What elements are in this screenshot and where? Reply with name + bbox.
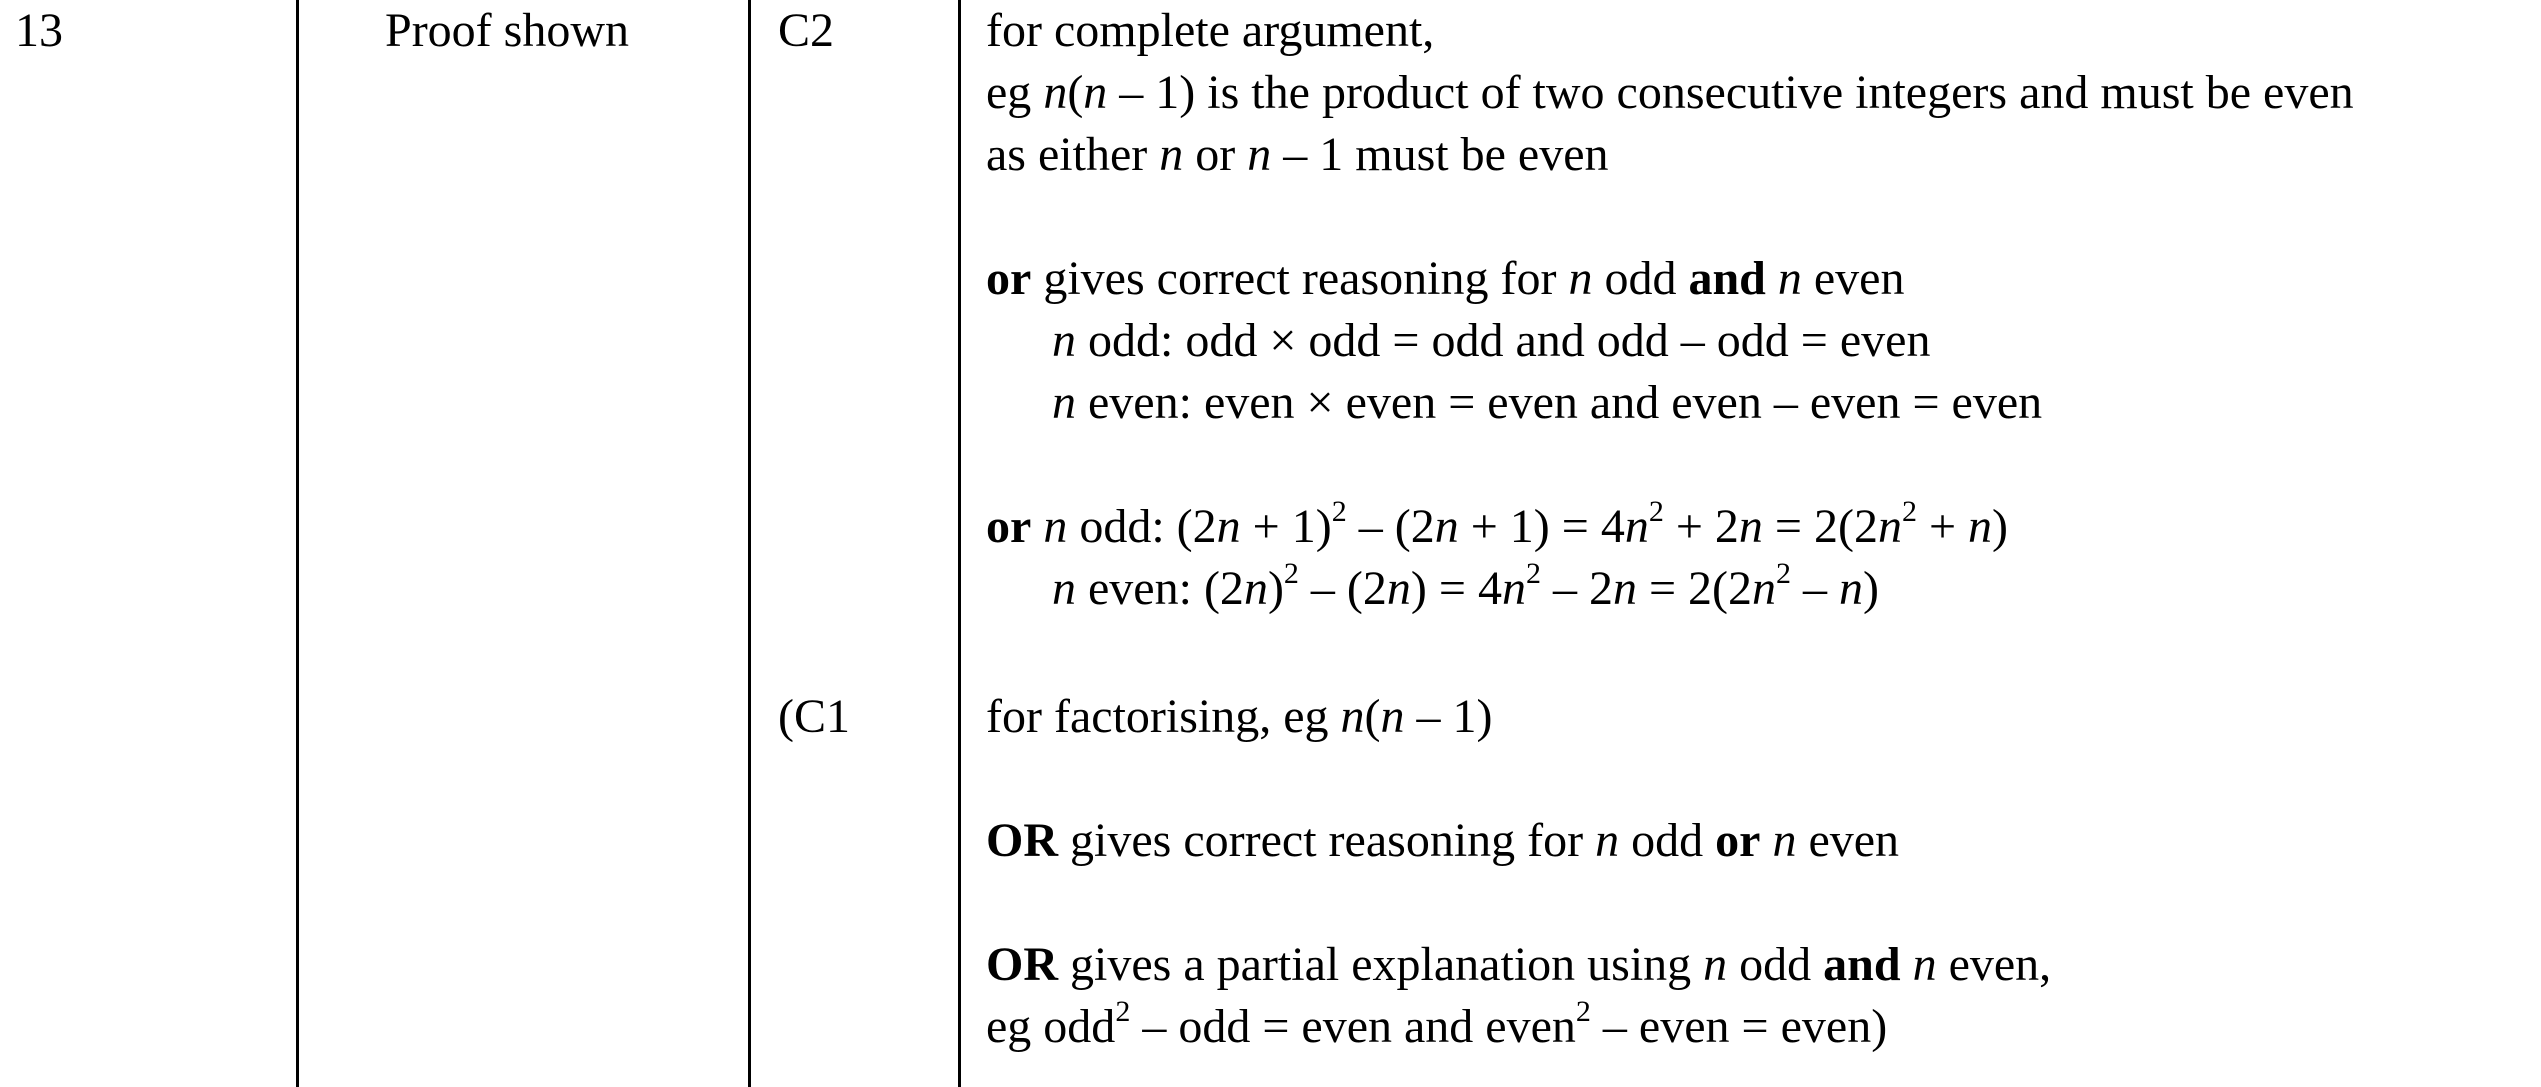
note-line: eg n(n – 1) is the product of two consecutive integers and must be even <box>986 66 2354 119</box>
note-line: for complete argument, <box>986 4 1435 57</box>
mark-c1: (C1 <box>778 690 850 743</box>
column-divider <box>958 0 961 1087</box>
question-number: 13 <box>15 4 63 57</box>
note-line: OR gives a partial explanation using n odd and n even, <box>986 938 2052 991</box>
note-line: n even: $(2n)^2 - (2n) = 4n^2 - 2n = 2(2n^2 - n)$ <box>1052 557 1880 615</box>
column-divider <box>748 0 751 1087</box>
note-line: n odd: odd × odd = odd and odd – odd = even <box>1052 314 1931 367</box>
note-line: or gives correct reasoning for n odd and n even <box>986 252 1905 305</box>
mark-c2: C2 <box>778 4 835 57</box>
note-line: OR gives correct reasoning for n odd or n even <box>986 814 1900 867</box>
note-line: n even: even × even = even and even – even = even <box>1052 376 2043 429</box>
note-line: or n odd: $(2n + 1)^2 - (2n + 1) = 4n^2 + 2n = 2(2n^2 + n)$ <box>986 495 2009 553</box>
note-line: for factorising, eg n(n – 1) <box>986 690 1493 743</box>
note-line: eg odd$^2$ – odd = even and even$^2$ – even = even) <box>986 995 1888 1053</box>
note-line: as either n or n – 1 must be even <box>986 128 1609 181</box>
answer-cell: Proof shown <box>385 4 630 57</box>
column-divider <box>296 0 299 1087</box>
